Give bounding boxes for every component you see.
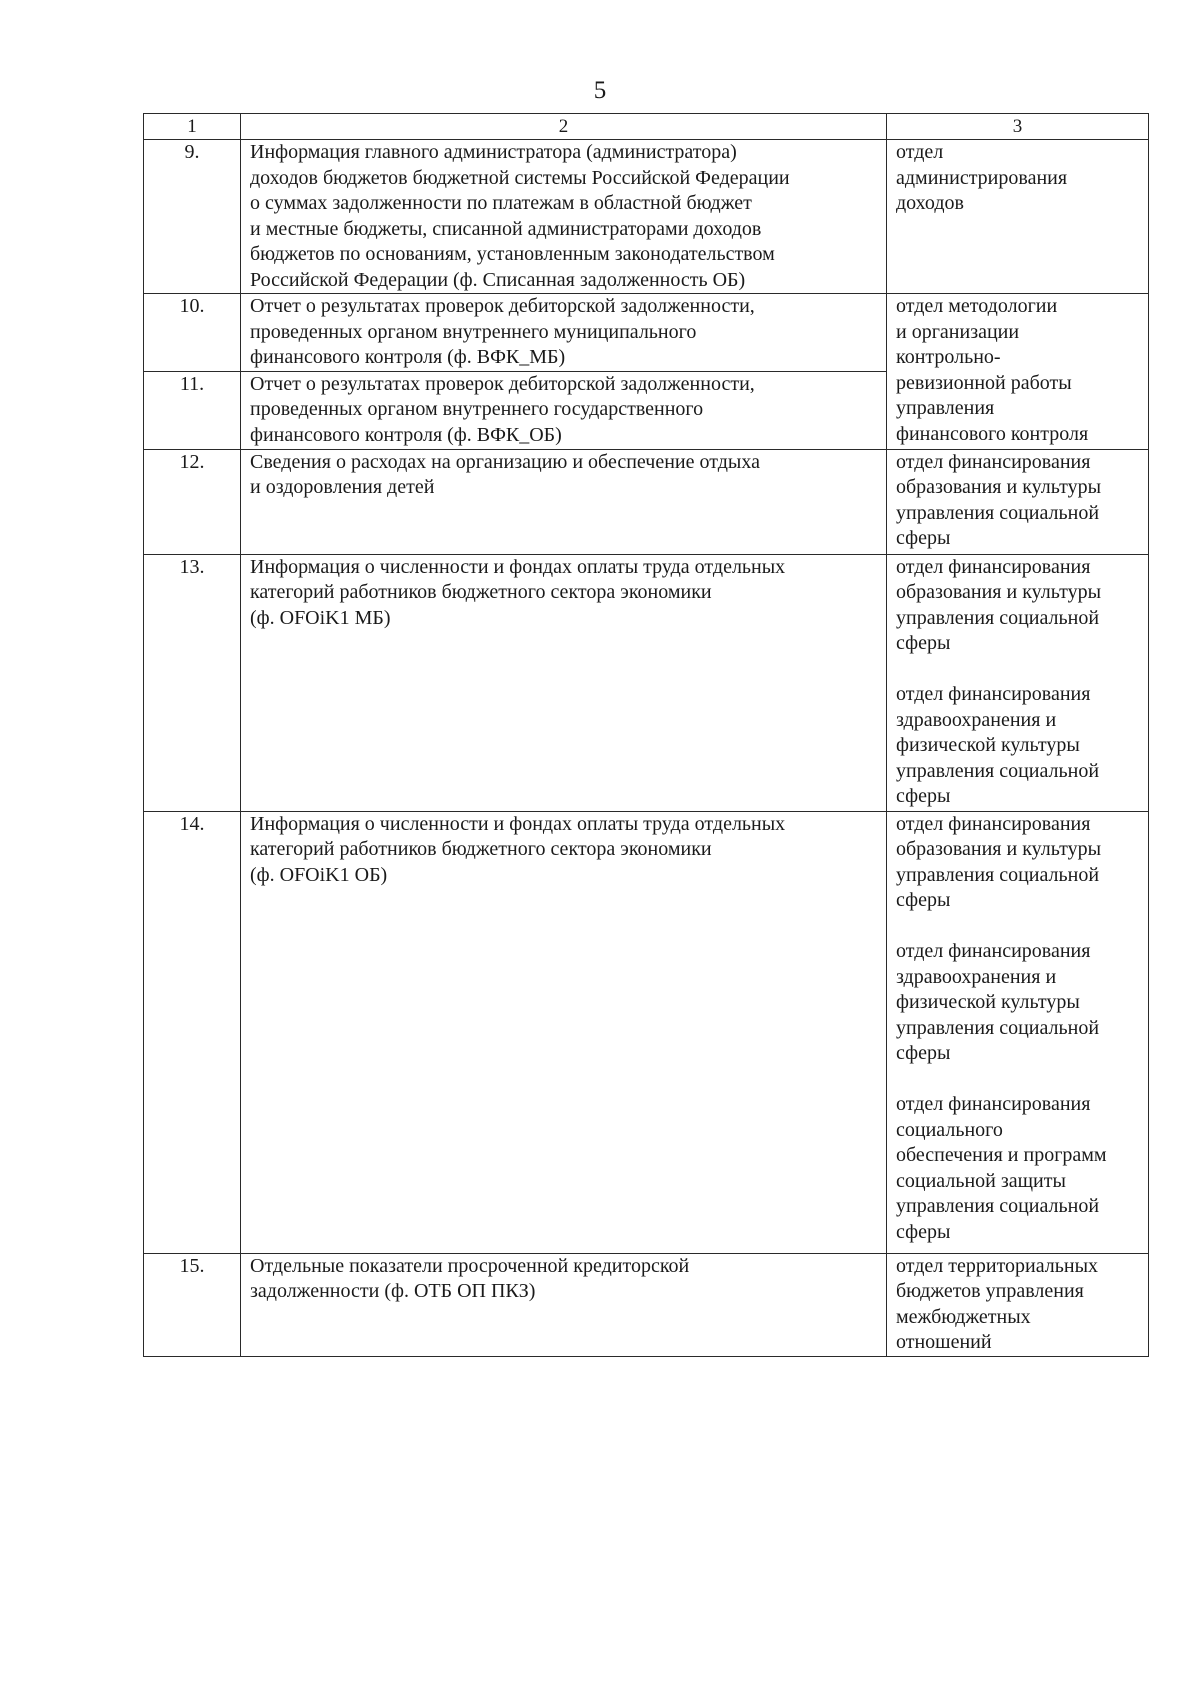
department-line: отношений xyxy=(896,1331,992,1353)
department-line: сферы xyxy=(896,785,951,807)
department-line: отдел финансирования xyxy=(896,1093,1091,1115)
form-name-line: Сведения о расходах на организацию и обеспечение отдыха xyxy=(250,450,760,473)
table-row xyxy=(144,811,1149,1253)
department-line: физической культуры xyxy=(896,734,1080,756)
department-cell xyxy=(887,1253,1149,1356)
department-cell xyxy=(887,449,1149,554)
department-line: здравоохранения и xyxy=(896,965,1057,988)
department-line: сферы xyxy=(896,632,951,654)
department-line: отдел финансирования xyxy=(896,450,1091,473)
form-name-line: Российской Федерации (ф. Списанная задолженность ОБ) xyxy=(250,268,746,291)
department-line: управления социальной xyxy=(896,1016,1100,1039)
row-number: 13. xyxy=(144,554,241,811)
department-separator xyxy=(896,657,1144,683)
department-line: отдел финансирования xyxy=(896,555,1091,578)
form-name-line: (ф. OFOiK1 МБ) xyxy=(250,606,391,629)
column-header-3: 3 xyxy=(887,114,1149,140)
form-name-cell xyxy=(241,449,887,554)
form-name-cell xyxy=(241,140,887,294)
form-name-line: доходов бюджетов бюджетной системы Российской Федерации xyxy=(250,166,790,189)
department-line: социального xyxy=(896,1118,1003,1141)
row-number: 15. xyxy=(144,1253,241,1356)
department-line: физической культуры xyxy=(896,991,1080,1013)
column-header-2: 2 xyxy=(241,114,887,140)
row-number: 10. xyxy=(144,294,241,372)
department-line: отдел территориальных xyxy=(896,1254,1099,1277)
form-name-line: Отчет о результатах проверок дебиторской задолженности, xyxy=(250,372,755,395)
table-row xyxy=(144,554,1149,811)
department-line: управления социальной xyxy=(896,759,1100,782)
form-name-line: Отчет о результатах проверок дебиторской задолженности, xyxy=(250,295,755,317)
department-cell xyxy=(887,140,1149,294)
form-name-line: Информация главного администратора (администратора) xyxy=(250,141,737,163)
department-line: сферы xyxy=(896,1042,951,1064)
row-number: 9. xyxy=(144,140,241,294)
department-line: обеспечения и программ xyxy=(896,1144,1107,1166)
department-line: здравоохранения и xyxy=(896,708,1057,731)
form-name-line: бюджетов по основаниям, установленным законодательством xyxy=(250,243,775,265)
department-separator xyxy=(896,1067,1144,1093)
department-line: бюджетов управления xyxy=(896,1280,1084,1302)
form-name-line: задолженности (ф. ОТБ ОП ПКЗ) xyxy=(250,1280,536,1302)
form-name-line: (ф. OFOiK1 ОБ) xyxy=(250,863,388,886)
department-line: и организации xyxy=(896,320,1020,343)
department-line: администрирования xyxy=(896,166,1068,189)
form-name-line: категорий работников бюджетного сектора экономики xyxy=(250,581,712,603)
department-line: отдел xyxy=(896,141,944,163)
form-name-line: и оздоровления детей xyxy=(250,476,435,498)
department-separator xyxy=(896,914,1144,940)
form-name-line: Информация о численности и фондах оплаты труда отдельных xyxy=(250,555,786,578)
department-line: ревизионной работы xyxy=(896,371,1072,394)
row-number: 12. xyxy=(144,449,241,554)
department-line: управления социальной xyxy=(896,1195,1100,1217)
department-line: образования и культуры xyxy=(896,581,1102,603)
form-name-cell xyxy=(241,811,887,1253)
form-name-cell xyxy=(241,1253,887,1356)
department-cell xyxy=(887,811,1149,1253)
form-name-line: финансового контроля (ф. ВФК_ОБ) xyxy=(250,423,562,446)
form-name-line: категорий работников бюджетного сектора экономики xyxy=(250,838,712,860)
form-name-line: проведенных органом внутреннего муниципального xyxy=(250,320,697,343)
department-line: управления социальной xyxy=(896,606,1100,629)
department-line: отдел финансирования xyxy=(896,683,1091,705)
department-line: финансового контроля xyxy=(896,422,1089,445)
department-line: социальной защиты xyxy=(896,1169,1066,1192)
form-name-line: и местные бюджеты, списанной администраторами доходов xyxy=(250,217,762,240)
form-name-line: Информация о численности и фондах оплаты труда отдельных xyxy=(250,812,786,835)
department-cell xyxy=(887,554,1149,811)
department-line: управления xyxy=(896,397,995,419)
department-line: образования и культуры xyxy=(896,476,1102,498)
department-line: сферы xyxy=(896,1220,951,1243)
reporting-forms-table xyxy=(143,113,1149,1357)
form-name-line: о суммах задолженности по платежам в областной бюджет xyxy=(250,192,752,214)
department-line: сферы xyxy=(896,527,951,549)
department-line: отдел методологии xyxy=(896,295,1058,317)
table-row xyxy=(144,1253,1149,1356)
form-name-line: финансового контроля (ф. ВФК_МБ) xyxy=(250,346,566,368)
table-row xyxy=(144,140,1149,294)
department-line: управления социальной xyxy=(896,863,1100,886)
table-header-row xyxy=(144,114,1149,140)
department-line: отдел финансирования xyxy=(896,940,1091,962)
row-number: 11. xyxy=(144,371,241,449)
department-line: образования и культуры xyxy=(896,838,1102,860)
form-name-cell xyxy=(241,371,887,449)
department-line: отдел финансирования xyxy=(896,812,1091,835)
form-name-cell xyxy=(241,554,887,811)
department-line: сферы xyxy=(896,889,951,911)
table-row xyxy=(144,449,1149,554)
department-cell xyxy=(887,294,1149,450)
table-row xyxy=(144,294,1149,372)
department-line: управления социальной xyxy=(896,501,1100,524)
form-name-line: Отдельные показатели просроченной кредиторской xyxy=(250,1254,690,1277)
department-line: доходов xyxy=(896,192,964,214)
form-name-line: проведенных органом внутреннего государственного xyxy=(250,398,704,420)
department-line: межбюджетных xyxy=(896,1305,1031,1328)
form-name-cell xyxy=(241,294,887,372)
column-header-1: 1 xyxy=(144,114,241,140)
page-number: 5 xyxy=(593,77,607,104)
department-line: контрольно- xyxy=(896,346,1001,368)
row-number: 14. xyxy=(144,811,241,1253)
